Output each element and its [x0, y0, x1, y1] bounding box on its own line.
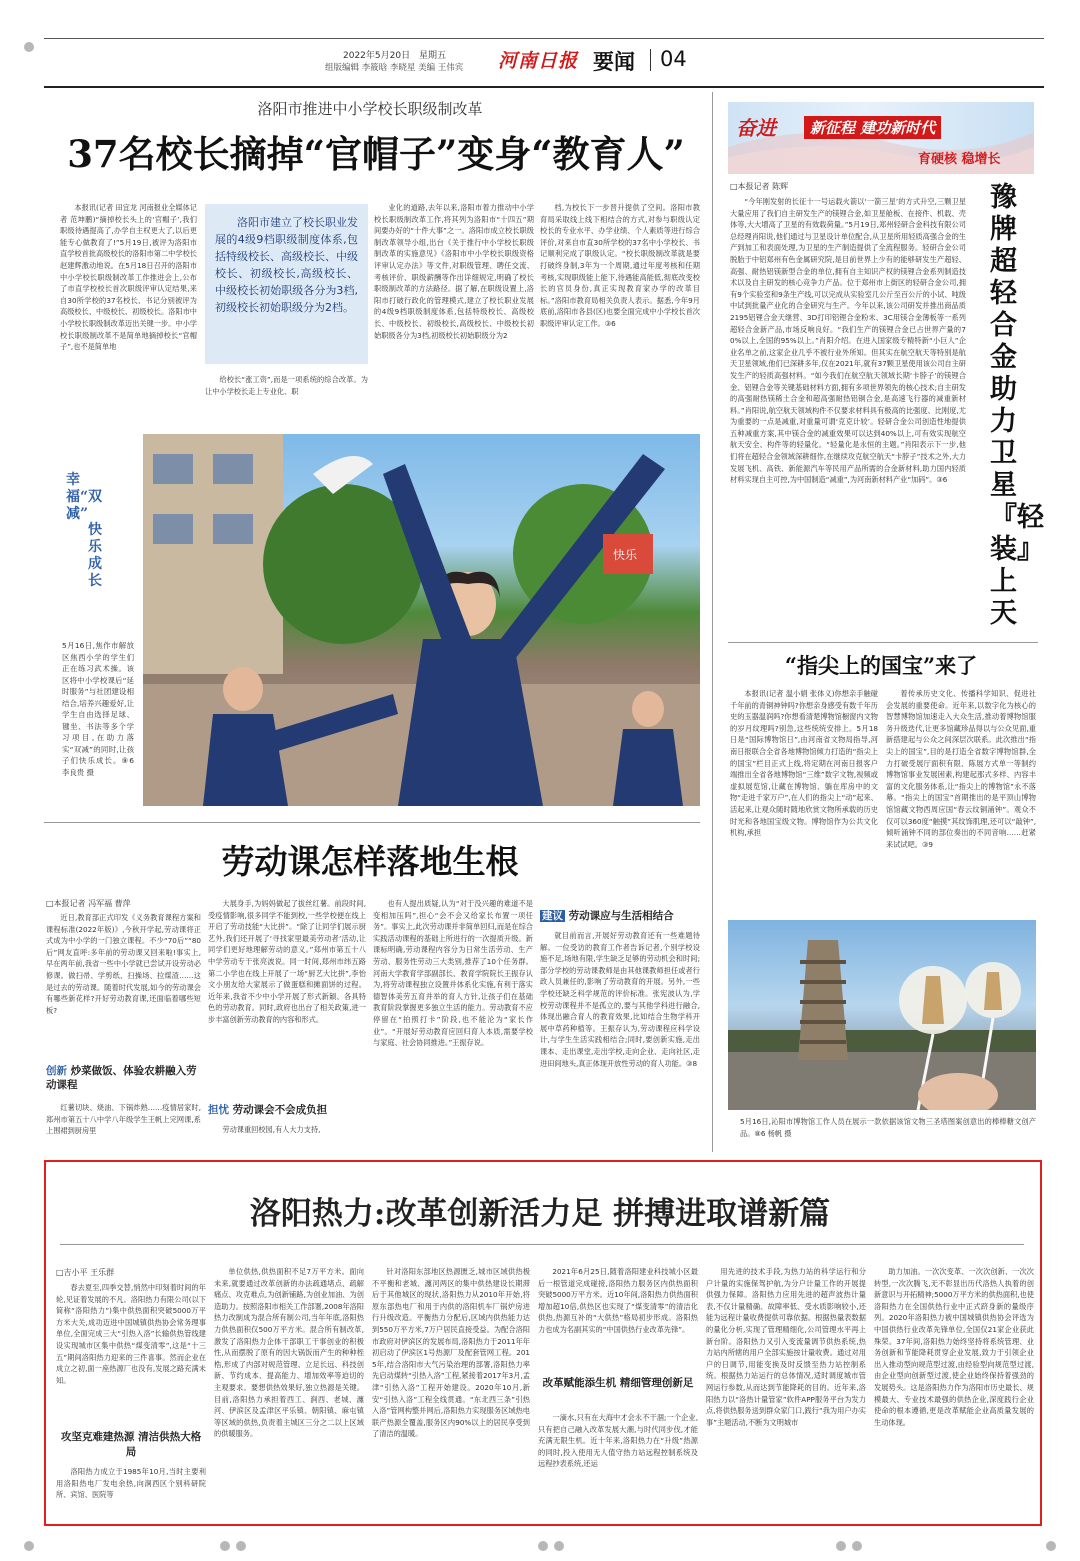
photo2-illustration [728, 920, 1036, 1110]
story1-headline: 37名校长摘掉“官帽子”变身“教育人” [67, 132, 685, 176]
story3-col4-text: 2021年6月25日,随着洛阳建业科技城小区最后一根管道完成碰接,洛阳热力服务区内供热面积突破5000万平方米。近10年间,洛阳热力供热面积增加超10倍,供热区也实现了“煤变清零”的清洁化供热,热源互补的“大供热”格局初步形成。洛阳热力也成为名副其实的“中国供热行业改革先锋”。 [538, 1267, 698, 1334]
registration-mark [236, 1541, 246, 1551]
photo2-pagoda-lollipop [728, 920, 1036, 1110]
header-weekday: 星期五 [418, 51, 446, 61]
story1-kicker: 洛阳市推进中小学校长职级制改革 [257, 100, 483, 118]
story3-col1b [56, 1466, 206, 1512]
registration-mark [1046, 1541, 1056, 1551]
story2-sub2-tag: 担忧 [208, 1104, 229, 1116]
story2-col2 [208, 898, 366, 1098]
story3-col3 [372, 1266, 530, 1512]
pull-quote-box [205, 204, 368, 364]
photo1-banner: 快乐 [613, 548, 638, 562]
story2-sub3-text: 劳动课应与生活相结合 [568, 910, 674, 922]
right-body [730, 196, 966, 632]
story3-col3-text: 针对洛阳东部地区热源匮乏,城市区域供热极不平衡和老城、瀍河两区的集中供热建设长期滞后于其他城区的现状,洛阳热力从2010年开始,将原东部热电厂和用于内供的洛阳机车厂锅炉房进行升级改造。平衡热力分配后,区域内供热能力达到550万平方米,7万户居民直接受益。为配合洛阳市政府对伊滨区的发展布局,洛阳热力于2011年年初启动了伊滨区1号热源厂及配套管网工程。2015年,结合洛阳市大气污染治理的部署,洛阳热力率先启动煤转“引热入洛”工程,紧接着2017年3月,孟津“引热入洛”工程开始建设。2020年10月,新安“引热入洛”工程全线贯通。“东北西三条”引热入洛”管网构整并网后,洛阳热力实现服务区域热电联产热源全覆盖,服务区内90%以上的居民享受到了清洁的温暖。 [372, 1267, 530, 1439]
story1-col4 [540, 202, 700, 410]
header-bottom-rule [44, 86, 1044, 88]
header-divider [650, 49, 651, 71]
story3-col4b [538, 1412, 698, 1512]
story2-byline: □本报记者 冯军福 曹萍 [46, 899, 131, 908]
story1-col2-text: 给校长“涨工资”,而是一项系统的综合改革。为让中小学校长走上专业化、职 [205, 375, 368, 396]
story1-col1-text: 本报讯(记者 田宜龙 河南报业全媒体记者 范坤鹏)“摘掉校长头上的‘官帽子’,我们职级待遇提高了,办学自主权更大了,以后更能专心做教育了!”5月19日,被评为洛阳市直学校首批高级校长的洛阳市第二中学校长赵建辉激动地说。在5月18日召开的洛阳市中小学校长职级制改革工作推进会上,公布了市直学校校长首次职级评审认定结果,来自30所学校的37名校长、书记分别被评为高级校长、中级校长、初级校长。洛阳市中小学校长职级制改革迈出关键一步。中小学校长职级制改革不是简单地摘掉校长“官帽子”,也不是简单地 [60, 203, 197, 352]
story2-col2b [208, 1124, 366, 1148]
story2-sub2 [208, 1102, 366, 1117]
photo1-caption: 5月16日,焦作市解放区焦西小学的学生们正在练习武术操。该区将中小学校课后“延时服务”与社团建设相结合,培养兴趣爱好,让学生自由选择足球、毽坐、书法等多个学习项目,在助力落实“双减”的同时,让孩子们快乐成长。⑨6 李良贵 摄 [62, 641, 134, 777]
right-story-headline: “指尖上的国宝”来了 [784, 653, 978, 678]
story3-col5-text: 用先进的技术手段,为热力站的科学运行和分户计量的实施保驾护航,为分户计量工作的开展提供强力保障。洛阳热力应用先进的超声波热计量表,不仅计量精确、故障率低、受水质影响较小,还能为远程计量收费提供可靠依据。根据热量表数据的量化分析,实现了管理精细化,公司管理水平再上新台阶。洛阳热力又引入变流量调节供热系统,热力站内所辖的用户全部实施按计量收费。通过对用户的日调节,用能变换及时反馈至热力站控制系统。根据热力站运行的总体情况,适时调度城市管网运行参数,从而达到节能降耗的目的。近年来,洛阳热力以“洛热计量管家”软件APP服务平台为发力点,将供热服务送到群众家门口,践行“我为用户办实事”主题活动,不断为文明城市 [706, 1267, 866, 1427]
header-date: 2022年5月20日 [343, 51, 411, 61]
story3-headline: 洛阳热力:改革创新活力足 拼搏进取谱新篇 [249, 1196, 831, 1232]
story3-col1 [56, 1282, 206, 1424]
story2-sub2-text: 劳动课会不会成负担 [232, 1104, 328, 1116]
story1-col3 [374, 202, 534, 410]
story2-headline: 劳动课怎样落地生根 [221, 842, 519, 881]
story1-col1 [60, 202, 197, 410]
registration-mark [538, 1541, 548, 1551]
right-byline: □本报记者 陈辉 [730, 182, 789, 191]
pull-quote: 洛阳市建立了校长职业发展的4级9档职级制度体系,包括特级校长、高级校长、中级校长、初级校长,高级校长、中级校长初始职级各分为3档,初级校长初始职级分为2档。 [215, 216, 358, 314]
story3-col1b-text: 洛阳热力成立于1985年10月,当时主要利用洛阳热电厂发电余热,向涧西区个别科研院所、宾馆、医院等 [56, 1467, 206, 1500]
story3-col6 [874, 1266, 1034, 1512]
photo1-vertical-title-a: 幸福“双减” [66, 472, 103, 522]
story2-col1 [46, 912, 201, 1060]
right-story-rule [728, 642, 1038, 643]
story2-sub3 [540, 908, 700, 923]
story2-col1-text: 近日,教育部正式印发《义务教育课程方案和课程标准(2022年版)》,今秋开学起,劳动课将正式成为中小学的一门独立课程。不少“70后”“80后”网友直呼:多年前的劳动课又回来啦!事实上,早在两年前,我省一些中小学就已尝试开设劳动必修课。做扫帚、学剪纸、扫操场、拉煤渣……这是过去的劳动课。随着时代发展,如今的劳动课会有哪些新花样?开好劳动教育课,还面临着哪些短板? [46, 913, 201, 1015]
banner-accent: 奋进 [736, 116, 776, 140]
story2-sub3-tag: 建议 [542, 910, 563, 922]
banner-sub: 育硬核 稳增长 [918, 152, 1001, 167]
photo1-children-martial-arts [143, 434, 700, 806]
registration-mark [836, 1541, 846, 1551]
header-date-line [343, 48, 446, 61]
story3-sub2: 改革赋能添生机 精细管理创新足 [542, 1377, 694, 1389]
right-story-col1 [730, 688, 878, 910]
story3-rule [60, 1244, 1024, 1245]
story2-col3-text: 也有人提出质疑,认为“对于没兴趣的难道不是变相加压吗”,担心“会不会又给家长布置一项任务”。事实上,此次劳动课并非简单回归,而是在综合实践活动课程的基础上所进行的一次提质升级。新课标明确,劳动课程内容分为日常生活劳动、生产劳动、服务性劳动三大类别,推荐了10个任务群。河南大学教育学部副部长、教育学院院长王振存认为,将劳动课程独立设置并体系化实施,有利于落实德智体美劳五育并举的育人方针,让孩子们在基础教育阶段掌握更多独立生活的能力。劳动教育不应停留在“拍照打卡”阶段,也不能沦为“家长作业”。“开展好劳动教育应回归育人本质,需要学校与家庭、社会协同推进。”王振存说。 [373, 899, 533, 1048]
photo2-caption: 5月16日,沁阳市博物馆工作人员在展示一款依据该馆文物三圣塔图案创意出的棒棒糖文创产品。⑧6 杨帆 摄 [740, 1117, 1036, 1138]
feature-banner [728, 102, 1034, 174]
story2-col4-text: 就目前而言,开展好劳动教育还有一些难题待解。一位受访的教育工作者告诉记者,个别学校设施不足,场地有限,学生缺乏足够的劳动机会和时间;部分学校的劳动课教师是由其他课教师担任或者行政人员兼任的,影响了劳动教育的开展。另外,一些学校还缺乏科学规范的评价标准。张宪波认为,学校劳动课程并不是孤立的,要与其他学科进行融合,体现出融合育人的教育效果,比如结合生物学科开展中草药种植等。王振存认为,劳动课程应科学设计,与学生生活实践相结合;同时,要创新实施,走出课本、走出课堂,走出学校,走向企业、走向社区,走进田间地头,真正体现开放性劳动的育人功能。③8 [540, 931, 700, 1068]
banner-main: 新征程 建功新时代 [804, 116, 941, 139]
story2-col2b-text: 劳动课重回校园,有人大力支持, [222, 1125, 321, 1134]
photo1-illustration [143, 434, 700, 806]
story2-sub1-tag: 创新 [46, 1065, 67, 1077]
story3-col5 [706, 1266, 866, 1512]
section-name: 要闻 [593, 50, 635, 74]
right-story-col2 [886, 688, 1036, 910]
story3-col1-text: 春去夏至,四季交替,悄然中印刻着时间的年轮,见证着发展的不凡。洛阳热力有限公司(以下简称“洛阳热力”)集中供热面积突破5000万平方米大关,成功迈进中国城镇供热协会常务理事单位,全面完成三大“引热入洛”长输供热管线建设实现城市区集中供热“煤变清零”,这是“十三五”期间洛阳热力迎来的三件喜事。然而企业在成立之初,面一座热源厂也没有,发展之路充满未知。 [56, 1283, 206, 1385]
right-column-divider [712, 92, 713, 1152]
registration-mark [852, 1541, 862, 1551]
story2-col1b-text: 红薯切块、烧油、下锅炸熟……疫情居家时,郑州市第五十八中学八年级学生王帆上完网课,系上围裙到厨房里 [46, 1103, 201, 1136]
story2-col1b [46, 1102, 201, 1148]
right-body-text: “今年刚发射的长征十一号运载火箭以‘一箭三星’的方式升空,三颗卫星大量应用了我们自主研发生产的镁锂合金,如卫星舱板、在接件、机载、壳体等,大大增高了卫星的有效载荷量。”5月19日,郑州轻研合金科技有限公司总经理肖阳说,他们通过与卫星设计单位配合,从卫星所用轻质高强合金的生产到加工和表面处理,为卫星的生产制造提供了全流程服务。轻研合金公司脱胎于中铝郑州有色金属研究院,是目前世界上少有的能够研发生产超轻、高强、耐热铝镁新型合金的单位,拥有自主知识产权的镁锂合金系列制造技术以及自主研发的核心竞争力产品。位于郑州市上街区的轻研合金公司,拥有9个实验室和9条生产线,可以完成从实验室几公斤至百公斤的小试、吨级中试到批量产业化的合金研究与生产。今年以来,该公司研发并推出商品质2195铝锂合金天继营、3D打印铝锂合金粉末、3C用镁合金薄板等一系列超轻合金新产品,市场反响良好。“我们生产的镁锂合金已占世界产量的70%以上,全国的95%以上。”肖阳介绍。在进入国家级专精特新“小巨人”企业名单之前,这家企业几乎不被行业外所知。但其实在航空航天等特别是航天卫星领域,他们已深耕多年,仅在2021年,就有37颗卫星使用该公司自主研发生产的轻质高强材料。“如今我们在航空航天领域长期‘卡脖子’的镁锂合金、铝锂合金等关键基础材料方面,拥有多项世界领先的核心技术;自主研发的高强耐热镁稀土合金和超高强耐热铝铜合金,是高速飞行器的减重新材料。”肖阳说,航空航天领域构件不仅要求材料具有极高的比强度、比刚度,尤为重要的一点是减重,对重量可谓‘克克计较’。轻研合金公司创造性地提供五种减重方案,其中镁合金的减重效果可以达到40%以上,可有效实现航空航天安全、构件等的轻量化。“轻量化是永恒的主题。”肖阳表示下一步,他们将在超轻合金领域深耕细作,在继续攻克航空航天“卡脖子”技术之外,大力发展飞机、高铁、新能源汽车等民用产品所需的合金新材料,助力国内轻质材料实现自主可控,为中国制造“减重”,为河南新材料产业“加码”。③6 [730, 197, 966, 485]
story1-col4-text: 档,为校长下一步晋升提供了空间。洛阳市教育局采取线上线下相结合的方式,对参与职级认定校长的专业水平、办学业绩、个人素质等进行综合评价,对来自市直30所学校的37名中小学校长、书记顺利完成了职级认定。“校长职级制改革就是要打破终身制,3年为一个周期,通过年度考核和任期考核,实现职级能上能下,待遇能高能低,彻底改变校长的官员身份,真正实现教育家办学的改革目标。”洛阳市教育局相关负责人表示。据悉,今年9月底前,洛阳市各县(区)也要全面完成中小学校长首次职级评审认定工作。③6 [540, 203, 700, 328]
page-number: 04 [660, 47, 687, 71]
header-top-rule [44, 38, 1044, 39]
story2-sub1-text: 炒菜做饭、体验农耕融入劳动课程 [46, 1065, 197, 1091]
story2-col4 [540, 930, 700, 1148]
story2-col2-text: 大展身手,为妈妈做起了拔丝红薯。前段时间,受疫情影响,很多同学不能到校,一些学校便在线上开启了劳动技能“大比拼”。“除了让同学们展示厨艺外,我们还开展了‘寻找家里最美劳动者’活动,让同学们更好地理解劳动的意义。”郑州市第五十八中学劳动专干张亮波说。同一时间,郑州市纬五路第二小学也在线上开展了一场“厨艺大比拼”,李怡文小朋友给大家展示了做蛋糕和摊面饼的过程。近年来,我省不少中小学开展了形式新颖、各具特色的劳动教育。同时,政府也出台了相关政策,进一步丰富创新劳动教育的内容和形式。 [208, 899, 366, 1024]
newspaper-logo: 河南日报 [498, 50, 579, 72]
story2-col3 [373, 898, 533, 1148]
registration-mark [24, 1541, 34, 1551]
right-vertical-headline: 豫牌超轻合金助力卫星『轻装』上天 [990, 182, 1044, 629]
registration-mark [554, 1541, 564, 1551]
story1-col3-text: 业化的道路,去年以来,洛阳市着力推动中小学校长职级制改革工作,将其列为洛阳市“十四五”期间要办好的“十件大事”之一。洛阳市成立校长职级制改革领导小组,出台《关于推行中小学校长职级制改革的实施意见》《洛阳市中小学校长职级资格评审认定办法》等文件,对职级管理、聘任交流、考核评价、职级薪酬等作出详细规定,明确了校长职级制改革的方法路径。据了解,在职级设置上,洛阳市打破行政化的管理模式,建立了校长职业发展的4级9档职级制度体系,包括特级校长、高级校长、中级校长、初级校长,高级校长、中级校长初始职级各分为3档,初级校长初始职级分为2 [374, 203, 534, 340]
story3-col4 [538, 1266, 698, 1370]
right-story-col2-text: 着传承历史文化、传播科学知识、促进社会发展的重要使命。近年来,以数字化为核心的智慧博物馆加速走入大众生活,推动着博物馆服务升级迭代,让更多馆藏珍品得以与公众见面,重新搭建起与公众之间深层次联系。此次推出“指尖上的国宝”,目的是打造全省数字博物馆群,全力打破受展厅面积有限、陈展方式单一等制约博物馆事业发展困素,构建起那式多样、内容丰富的文化服务体系,让“指尖上的博物馆”永不落幕。“指尖上的国宝”首期推出的是平顶山博物馆馆藏文物西周应国“春云纹铜涌钟”。观众不仅可以360度“触摸”其纹饰肌理,还可以“敲钟”,倾听涌钟不同的部位奏出的不同音响……赶紧来试试吧。③9 [886, 689, 1036, 849]
header-editors: 组版编辑 李筱晗 李晓星 美编 王伟宾 [325, 63, 464, 73]
registration-mark [220, 1541, 230, 1551]
story3-col6-text: 助力加油。一次次变革、一次次创新、一次次转型,一次次腾飞,无不彰显出历代洛热人执着的创新意识与开拓精神;5000万平方米的供热面积,也使洛阳热力在全国供热行业中正式跻身新的量级序列。2020年洛阳热力被中国城镇供热协会评选为中国供热行业改革先锋单位,全国仅21家企业获此殊荣。37年间,洛阳热力始终坚持将系统管理、业务创新和节能降耗贯穿企业发展,致力于引领企业出入推动型向规范型过渡,由经验型向规范型过渡,由企业型向创新型过渡,使企业始终保持着强劲的发展势头。这是洛阳热力作为洛阳市历史最长、规模最大、专业技术最强的供热企业,深度践行企业使命的根本遵循,更是改革赋能企业高质量发展的生动体现。 [874, 1267, 1034, 1427]
story2-top-rule [44, 822, 700, 823]
story3-col2-text: 单位供热,供热面积不足7万平方米。面向未来,就要通过改革创新的办法疏通堵点、疏解痛点、攻克难点,为创新铺路,为创业加油、为创造助力。按照洛阳市相关工作部署,2008年洛阳热力改制成为混合所有制公司,当年年底,洛阳热力供热面积仅500万平方米。混合所有制改革,激发了洛阳热力企体干部职工干事创业的积极性,从而摆脱了原有的因大锅饭而产生的种种桎梏,形成了内部对规范管理、立足长远、科技创新、节约成本、提高能力、增加效率等迫切的主观要求。要想供热效果好,独立热源是关键。目前,洛阳热力承担着西工、涧西、老城、瀍河、伊滨区及孟津区平乐镇、朝阳镇、麻屯镇等区域的供热,负责着主城区三分之二以上区域的供暖服务。 [214, 1267, 364, 1439]
right-story-col1-text: 本报讯(记者 温小娟 张体义)你想亲手触碰千年前的青铜神钟吗?你想亲身感受有数千年历史的玉器温润吗?你想看清楚博物馆橱窗内文物的岁月纹理吗?别急,这些统统安排上。5月18日是“国际博物馆日”,由河南省文物局指导,河南日报联合全省各地博物馆倾力打造的“指尖上的国宝”栏目正式上线,将定期在河南日报客户端推出全省各地博物馆“三维”数字文物,视频或虚拟展览馆,让藏在博物馆、躺在库房中的文物“走进千家万户”,在人们的指尖上“动”起来、活起来,让观众随时随地欣赏文物所承载的历史时光和各地国宝级文物。博物馆作为公共文化机构,承担 [730, 689, 878, 838]
story3-sub1: 攻坚克难建热源 清洁供热大格局 [60, 1431, 202, 1458]
story3-col4b-text: 一滴水,只有在大海中才会永不干涸;一个企业,只有把自己融入改革发展大潮,与时代同步伐,才能充满无限生机。近十年来,洛阳热力在“升级”热源的同时,投入使用无人值守热力站远程控制系统及远程抄表系统,还运 [538, 1413, 698, 1469]
story2-sub1 [46, 1064, 201, 1092]
photo1-vertical-title-b: 快乐成长 [88, 522, 102, 589]
story1-col2 [205, 374, 368, 410]
story3-byline: □吉小平 王乐群 [56, 1268, 115, 1277]
registration-mark [24, 42, 34, 52]
story3-col2 [214, 1266, 364, 1512]
